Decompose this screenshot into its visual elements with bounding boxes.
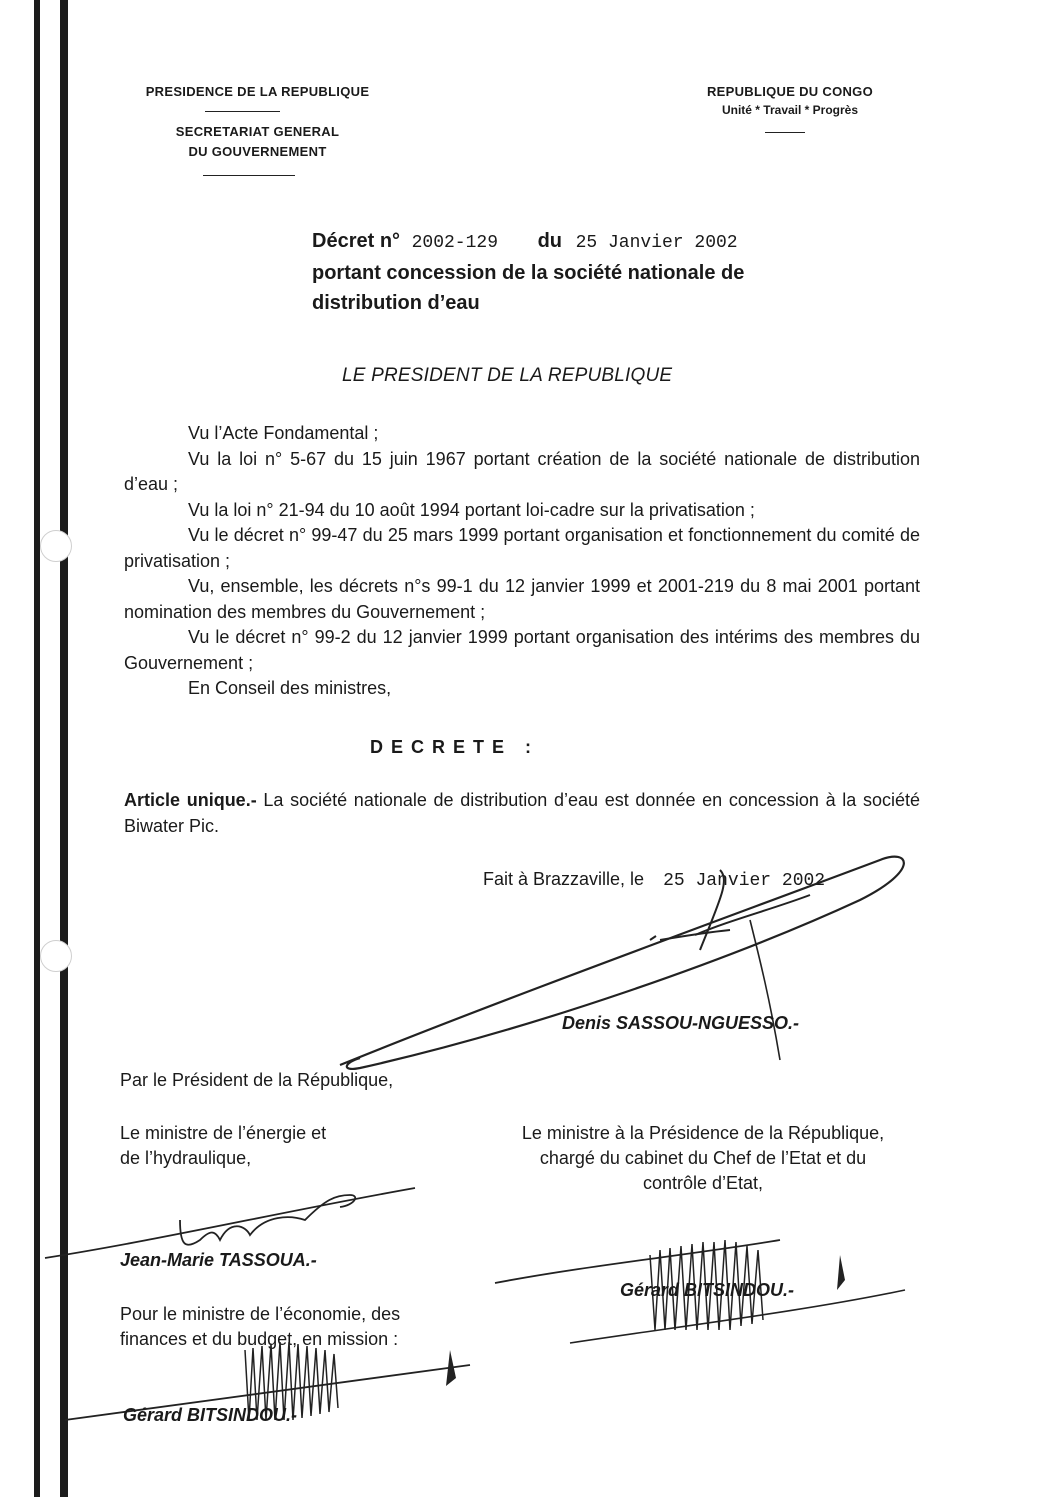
visa-item: Vu la loi n° 21-94 du 10 août 1994 portant loi-cadre sur la privatisation ;: [188, 499, 755, 520]
decree-subject-line2: distribution d’eau: [312, 292, 480, 314]
visa-item: Vu la loi n° 5-67 du 15 juin 1967 portant création de la société nationale de distribution d’eau ;: [124, 448, 920, 494]
header-right-line1: REPUBLIQUE DU CONGO: [706, 84, 874, 99]
place-date-text: Fait à Brazzaville, le: [483, 869, 645, 889]
header-left-rule: [205, 111, 280, 112]
decree-label: Décret n°: [312, 230, 401, 252]
visa-item: En Conseil des ministres,: [188, 678, 392, 698]
president-signature-icon: [300, 840, 920, 1080]
punch-hole-top: [40, 530, 72, 562]
minister-economy-line2: finances et du budget, en mission :: [120, 1329, 399, 1349]
header-left-line1: PRESIDENCE DE LA REPUBLIQUE: [145, 84, 370, 99]
header-right-motto: Unité * Travail * Progrès: [721, 103, 859, 117]
header-right-rule: [765, 132, 805, 133]
article-text: La société nationale de distribution d’eau est donnée en concession à la société Biwater Pic.: [124, 790, 920, 836]
minister-presidency-title: [480, 1121, 926, 1196]
president-heading: LE PRESIDENT DE LA REPUBLIQUE: [342, 365, 673, 386]
visa-item: Vu, ensemble, les décrets n°s 99-1 du 12 janvier 1999 et 2001-219 du 8 mai 2001 portant nomination des membres du Gouvernement ;: [124, 576, 920, 622]
minister-presidency-line2: chargé du cabinet du Chef de l’Etat et du: [539, 1148, 867, 1168]
minister-presidency-line3: contrôle d’Etat,: [642, 1173, 764, 1193]
header-left-line2: SECRETARIAT GENERAL: [175, 124, 340, 139]
decree-title-line: [312, 230, 738, 253]
visas-block: [124, 421, 920, 702]
minister-presidency-line1: Le ministre à la Présidence de la République,: [521, 1123, 885, 1143]
visa-item: Vu le décret n° 99-2 du 12 janvier 1999 portant organisation des intérims des membres du Gouvernement ;: [124, 627, 920, 673]
article-block: [124, 788, 920, 839]
visa-item: Vu l’Acte Fondamental ;: [188, 423, 379, 443]
decree-number: 2002-129: [411, 233, 499, 253]
minister-economy-name: Gérard BITSINDOU.-: [123, 1405, 298, 1425]
decrete-heading: DECRETE :: [370, 737, 540, 757]
place-date-date: 25 Janvier 2002: [663, 871, 826, 891]
minister-energy-line2: de l’hydraulique,: [120, 1148, 252, 1168]
decree-subject-line1: portant concession de la société nationale de: [312, 262, 745, 284]
binder-strip-right: [60, 0, 68, 1497]
header-left: [120, 84, 395, 99]
article-label: Article unique.-: [124, 790, 257, 810]
minister-presidency-name: Gérard BITSINDOU.-: [620, 1280, 795, 1300]
minister-energy-line1: Le ministre de l’énergie et: [120, 1123, 327, 1143]
decree-du: du: [537, 230, 563, 252]
header-left-rule-2: [203, 175, 295, 176]
minister-energy-title: [120, 1121, 420, 1171]
minister-economy-line1: Pour le ministre de l’économie, des: [120, 1304, 401, 1324]
minister-energy-name: Jean-Marie TASSOUA.-: [120, 1250, 317, 1270]
president-name: Denis SASSOU-NGUESSO.-: [562, 1013, 800, 1033]
decree-date: 25 Janvier 2002: [575, 233, 738, 253]
binder-strip-left: [34, 0, 40, 1497]
visa-item: Vu le décret n° 99-47 du 25 mars 1999 portant organisation et fonctionnement du comité de privatisation ;: [124, 525, 920, 571]
punch-hole-bottom: [40, 940, 72, 972]
header-right: [680, 84, 900, 117]
header-left-line3: DU GOUVERNEMENT: [188, 144, 327, 159]
par-le-president: Par le Président de la République,: [120, 1070, 394, 1090]
header-left-sub: [140, 124, 375, 159]
